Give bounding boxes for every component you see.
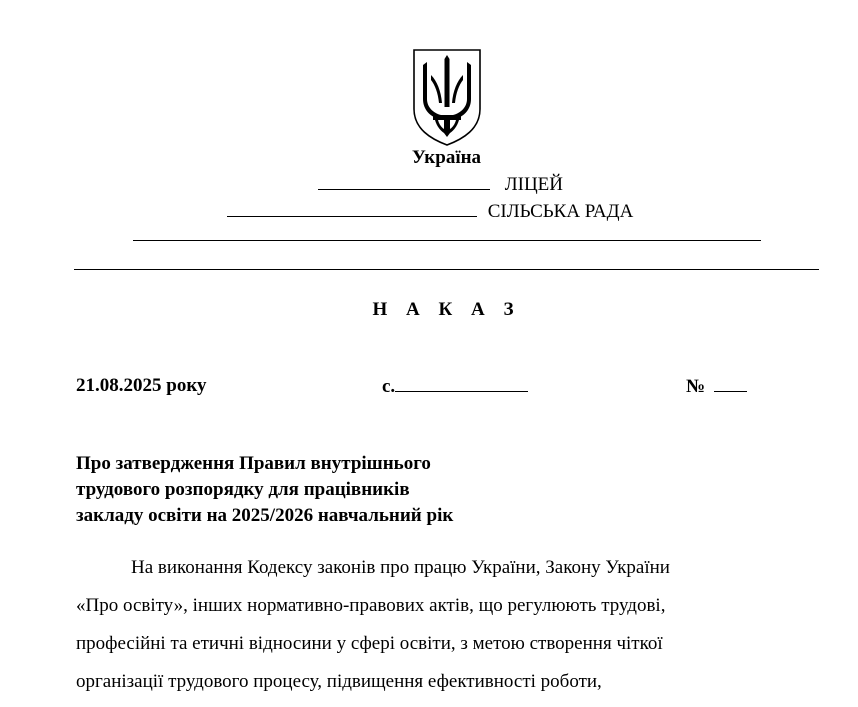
header-divider [74,269,819,270]
order-body [76,549,776,701]
coat-of-arms-icon [411,47,483,147]
council-line [227,199,633,224]
institution-type: ЛІЦЕЙ [504,174,564,195]
body-line: На виконання Кодексу законів про працю України, Закону України [131,557,670,578]
institution-line [318,172,563,197]
body-line: професійні та етичні відносини у сфері освіти, з метою створення чіткої [76,633,663,654]
place-blank [395,374,528,392]
place-prefix: с. [382,376,396,397]
order-place [382,374,528,399]
subject-line: Про затвердження Правил внутрішнього [76,453,431,474]
order-date: 21.08.2025 року [76,375,207,396]
council-name-blank [227,199,477,217]
order-number [686,374,747,399]
subject-line: закладу освіти на 2025/2026 навчальний рік [76,505,454,526]
document-title: Н А К А З [372,299,521,320]
order-subject [76,451,453,529]
council-type: СІЛЬСЬКА РАДА [487,201,634,222]
body-line: «Про освіту», інших нормативно-правових актів, що регулюють трудові, [76,595,666,616]
institution-name-blank [318,172,490,190]
country-name: Україна [411,147,482,168]
body-line: організації трудового процесу, підвищення ефективності роботи, [76,671,602,692]
subject-line: трудового розпорядку для працівників [76,479,410,500]
number-prefix: № [686,376,706,397]
address-blank-line [133,240,761,241]
number-blank [714,374,747,392]
